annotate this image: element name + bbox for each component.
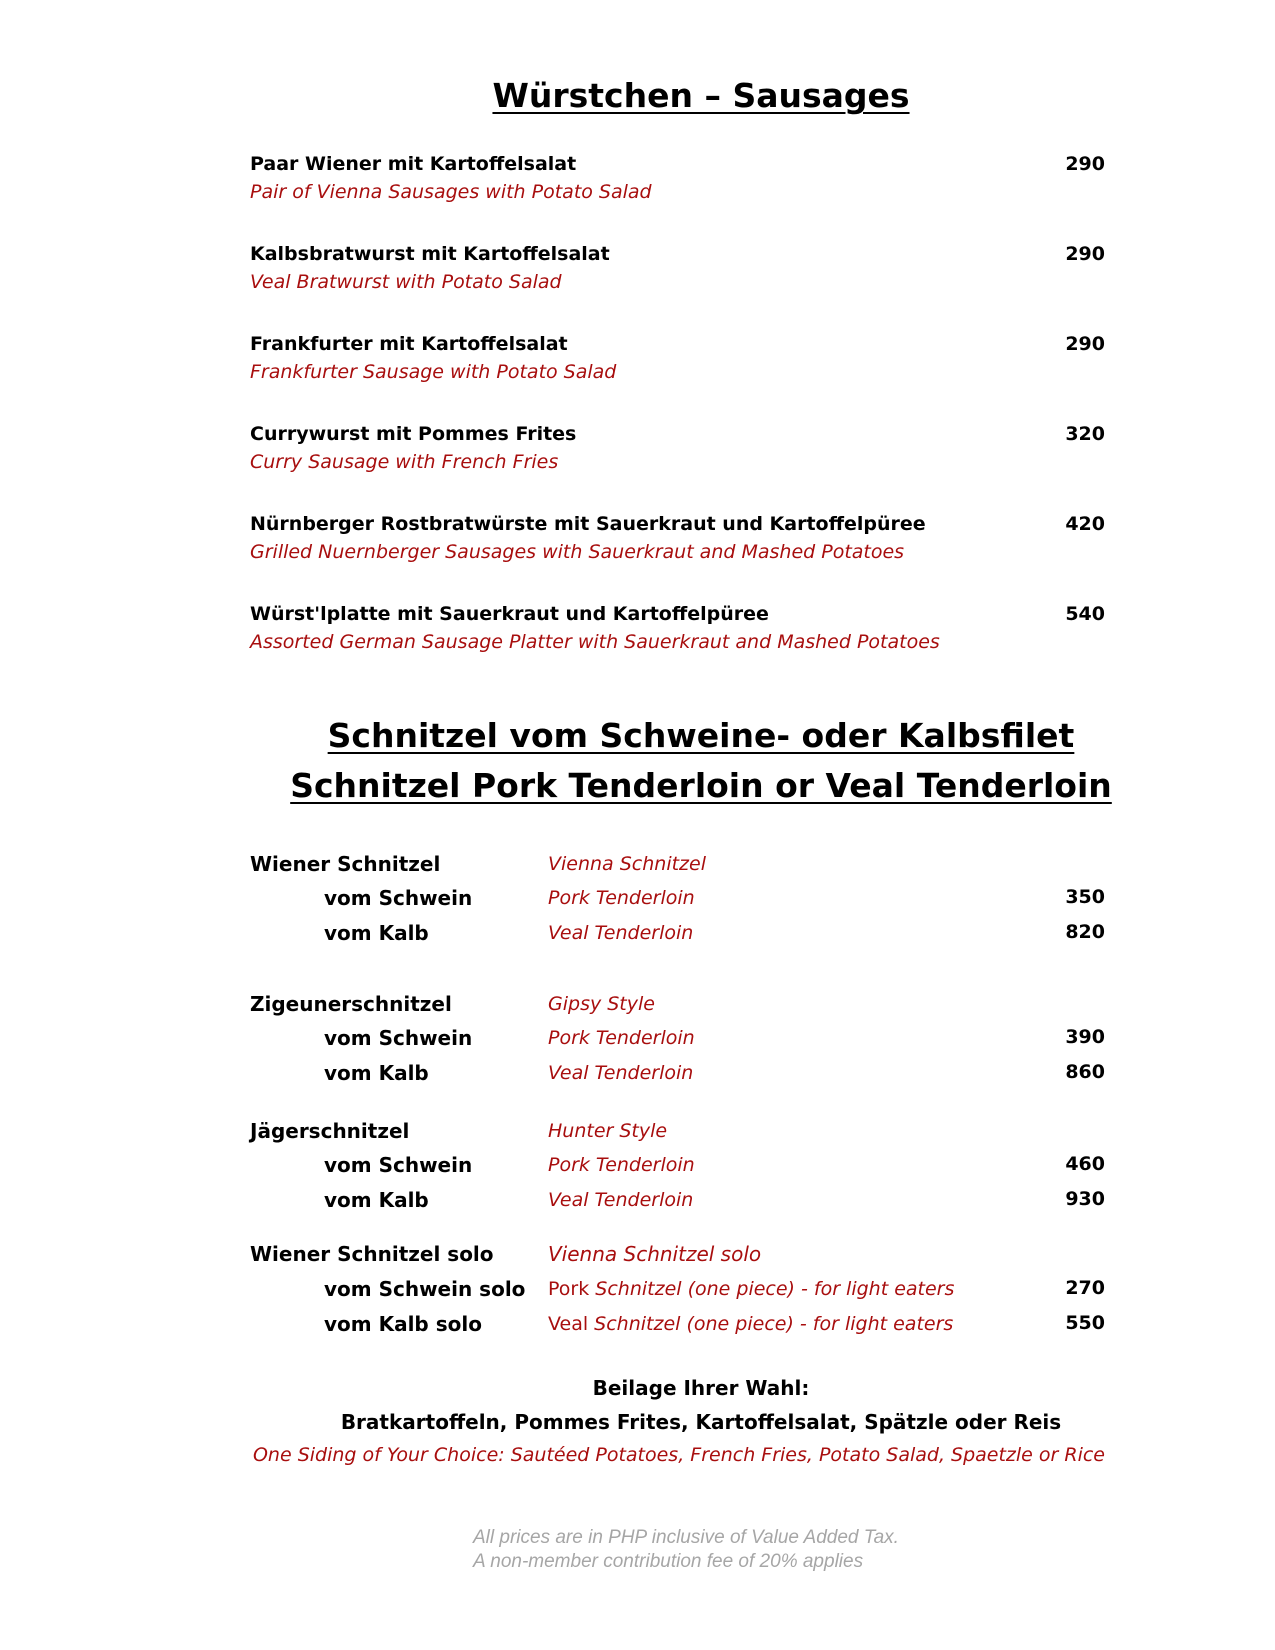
option-upright-word: Veal: [548, 1313, 589, 1335]
sausage-item-3-price: 290: [1065, 333, 1105, 355]
schnitzel-group-1-option-2-name: vom Kalb: [324, 921, 429, 945]
schnitzel-group-2-option-1-translation: Pork Tenderloin: [548, 1027, 695, 1049]
schnitzel-group-1-option-2-price: 820: [1065, 921, 1105, 943]
sausage-item-5-price: 420: [1065, 513, 1105, 535]
schnitzel-group-2-translation: Gipsy Style: [548, 993, 655, 1015]
schnitzel-group-2-option-1-price: 390: [1065, 1026, 1105, 1048]
sausage-item-6-price: 540: [1065, 603, 1105, 625]
schnitzel-group-4-option-2-price: 550: [1065, 1312, 1105, 1334]
sausage-item-2-translation: Veal Bratwurst with Potato Salad: [250, 271, 562, 293]
sausage-item-1-price: 290: [1065, 153, 1105, 175]
schnitzel-group-3-option-2-translation: Veal Tenderloin: [548, 1189, 694, 1211]
sausage-item-2-name: Kalbsbratwurst mit Kartoffelsalat: [250, 243, 610, 265]
sausages-heading: Würstchen – Sausages: [492, 76, 910, 115]
option-italic-text: Schnitzel (one piece) - for light eaters: [588, 1313, 954, 1335]
sausage-item-4-translation: Curry Sausage with French Fries: [250, 451, 559, 473]
schnitzel-group-4-option-1-translation: [548, 1278, 954, 1300]
sausage-item-3-translation: Frankfurter Sausage with Potato Salad: [250, 361, 617, 383]
sausage-item-2-price: 290: [1065, 243, 1105, 265]
schnitzel-group-3-option-1-price: 460: [1065, 1153, 1105, 1175]
sausage-item-3-name: Frankfurter mit Kartoffelsalat: [250, 333, 568, 355]
schnitzel-group-1-option-2-translation: Veal Tenderloin: [548, 922, 694, 944]
schnitzel-heading-de: Schnitzel vom Schweine- oder Kalbsfilet: [327, 716, 1075, 755]
sausage-item-6-name: Würst'lplatte mit Sauerkraut und Kartoffelpüree: [250, 603, 769, 625]
schnitzel-group-2-name: Zigeunerschnitzel: [250, 992, 452, 1016]
option-upright-word: Pork: [548, 1278, 590, 1300]
sausage-item-6-translation: Assorted German Sausage Platter with Sauerkraut and Mashed Potatoes: [250, 631, 940, 653]
schnitzel-group-2-option-2-name: vom Kalb: [324, 1061, 429, 1085]
sausage-item-5-name: Nürnberger Rostbratwürste mit Sauerkraut und Kartoffelpüree: [250, 513, 926, 535]
schnitzel-group-4-option-1-price: 270: [1065, 1277, 1105, 1299]
schnitzel-group-4-option-2-name: vom Kalb solo: [324, 1312, 482, 1336]
schnitzel-group-4-translation: Vienna Schnitzel solo: [548, 1242, 762, 1266]
schnitzel-group-1-name: Wiener Schnitzel: [250, 852, 441, 876]
option-italic-text: Schnitzel (one piece) - for light eaters: [589, 1278, 955, 1300]
schnitzel-group-1-translation: Vienna Schnitzel: [548, 853, 706, 875]
schnitzel-group-4-name: Wiener Schnitzel solo: [250, 1242, 494, 1266]
schnitzel-group-3-option-2-price: 930: [1065, 1188, 1105, 1210]
schnitzel-group-2-option-1-name: vom Schwein: [324, 1026, 473, 1050]
sides-list-en: One Siding of Your Choice: Sautéed Potatoes, French Fries, Potato Salad, Spaetzle or Rice: [252, 1444, 1105, 1466]
schnitzel-group-3-option-1-name: vom Schwein: [324, 1153, 473, 1177]
schnitzel-group-4-option-2-translation: [548, 1313, 953, 1335]
schnitzel-group-1-option-1-name: vom Schwein: [324, 886, 473, 910]
sausage-item-1-translation: Pair of Vienna Sausages with Potato Salad: [250, 181, 652, 203]
schnitzel-group-3-translation: Hunter Style: [548, 1120, 668, 1142]
footer-fee-note: A non-member contribution fee of 20% applies: [473, 1551, 864, 1572]
sausage-item-5-translation: Grilled Nuernberger Sausages with Sauerkraut and Mashed Potatoes: [250, 541, 905, 563]
schnitzel-group-3-option-2-name: vom Kalb: [324, 1188, 429, 1212]
schnitzel-group-2-option-2-translation: Veal Tenderloin: [548, 1062, 694, 1084]
schnitzel-group-4-option-1-name: vom Schwein solo: [324, 1277, 526, 1301]
schnitzel-group-1-option-1-price: 350: [1065, 886, 1105, 908]
sausage-item-4-price: 320: [1065, 423, 1105, 445]
schnitzel-group-1-option-1-translation: Pork Tenderloin: [548, 887, 695, 909]
schnitzel-heading-en: Schnitzel Pork Tenderloin or Veal Tenderloin: [290, 766, 1112, 805]
sausage-item-4-name: Currywurst mit Pommes Frites: [250, 423, 577, 445]
sides-title: Beilage Ihrer Wahl:: [592, 1376, 810, 1400]
sides-list-de: Bratkartoffeln, Pommes Frites, Kartoffelsalat, Spätzle oder Reis: [340, 1410, 1062, 1434]
schnitzel-group-3-option-1-translation: Pork Tenderloin: [548, 1154, 695, 1176]
schnitzel-group-2-option-2-price: 860: [1065, 1061, 1105, 1083]
schnitzel-group-3-name: Jägerschnitzel: [250, 1119, 410, 1143]
footer-vat-note: All prices are in PHP inclusive of Value Added Tax.: [473, 1527, 899, 1548]
sausage-item-1-name: Paar Wiener mit Kartoffelsalat: [250, 153, 577, 175]
